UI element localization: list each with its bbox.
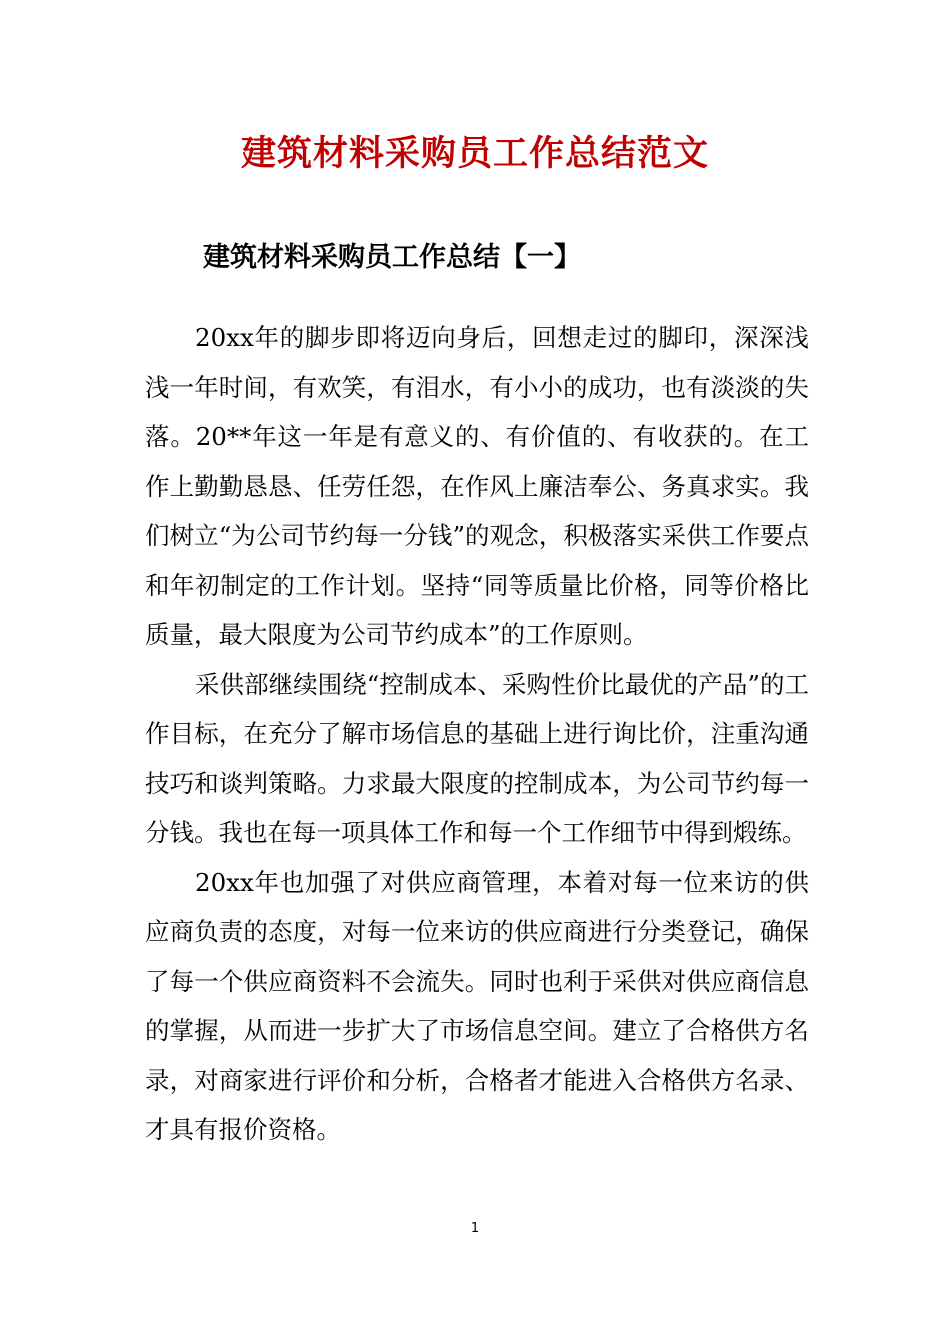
body-paragraph: 20xx年也加强了对供应商管理，本着对每一位来访的供应商负责的态度，对每一位来访的供应商进行分类登记，确保了每一个供应商资料不会流失。同时也利于采供对供应商信息的掌握，从而进一步扩大了市场信息空间。建立了合格供方名录，对商家进行评价和分析，合格者才能进入合格供方名录、才具有报价资格。 xyxy=(145,867,809,1144)
section-heading: 建筑材料采购员工作总结【一】 xyxy=(203,242,581,273)
page-number: 1 xyxy=(470,1221,480,1236)
body-paragraph: 采供部继续围绕“控制成本、采购性价比最优的产品”的工作目标，在充分了解市场信息的基础上进行询比价，注重沟通技巧和谈判策略。力求最大限度的控制成本，为公司节约每一分钱。我也在每一项具体工作和每一个工作细节中得到煅练。 xyxy=(145,669,809,847)
document-body xyxy=(145,313,809,1155)
document-title: 建筑材料采购员工作总结范文 xyxy=(240,133,709,174)
body-paragraph: 20xx年的脚步即将迈向身后，回想走过的脚印，深深浅浅一年时间，有欢笑，有泪水，有小小的成功，也有淡淡的失落。20**年这一年是有意义的、有价值的、有收获的。在工作上勤勤恳恳、任劳任怨，在作风上廉洁奉公、务真求实。我们树立“为公司节约每一分钱”的观念，积极落实采供工作要点和年初制定的工作计划。坚持“同等质量比价格，同等价格比质量，最大限度为公司节约成本”的工作原则。 xyxy=(145,323,809,649)
